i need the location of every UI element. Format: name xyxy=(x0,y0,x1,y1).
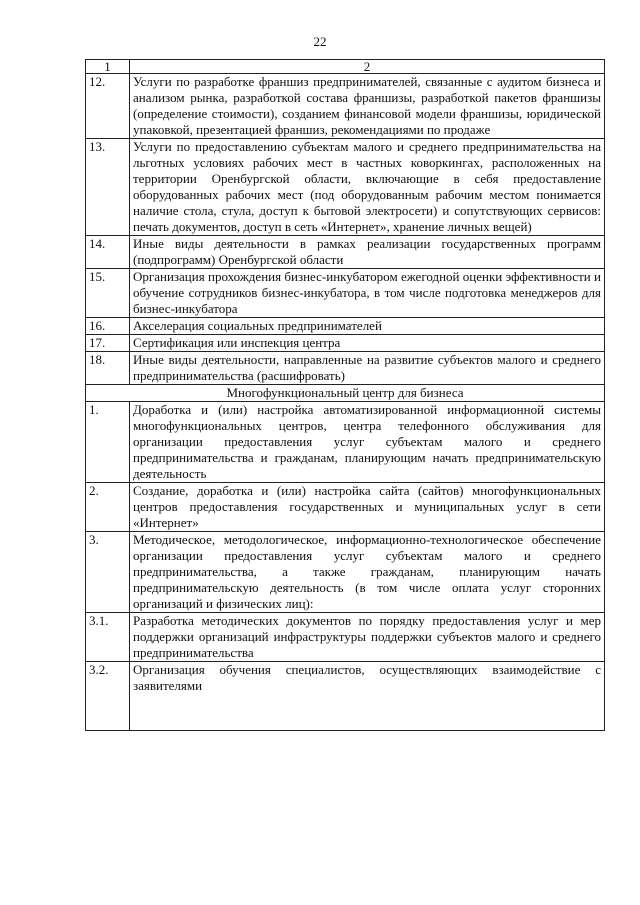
row-text: Создание, доработка и (или) настройка сайта (сайтов) многофункциональных центров предоставления государственных и муниципальных услуг в сети «Интернет» xyxy=(130,483,605,532)
table-row xyxy=(86,613,605,662)
services-table xyxy=(85,59,605,731)
row-number: 16. xyxy=(86,318,130,335)
header-col-description: 2 xyxy=(130,60,605,74)
table-row xyxy=(86,139,605,236)
row-text: Методическое, методологическое, информационно-технологическое обеспечение организации предоставления услуг субъектам малого и среднего предпринимательства, а также гражданам, планирующим начать предпринимательскую деятельность (в том числе оплата услуг сторонних организаций и физических лиц): xyxy=(130,532,605,613)
row-number: 18. xyxy=(86,352,130,385)
table-row xyxy=(86,352,605,385)
table-row xyxy=(86,335,605,352)
table-row xyxy=(86,483,605,532)
row-text: Иные виды деятельности, направленные на развитие субъектов малого и среднего предпринимательства (расшифровать) xyxy=(130,352,605,385)
row-number: 3. xyxy=(86,532,130,613)
table-row xyxy=(86,662,605,731)
header-col-number: 1 xyxy=(86,60,130,74)
table-row xyxy=(86,532,605,613)
row-number: 17. xyxy=(86,335,130,352)
table-header-row xyxy=(86,60,605,74)
table-row xyxy=(86,318,605,335)
row-number: 13. xyxy=(86,139,130,236)
row-number: 12. xyxy=(86,74,130,139)
row-text: Организация прохождения бизнес-инкубатором ежегодной оценки эффективности и обучение сотрудников бизнес-инкубатора, в том числе подготовка менеджеров для бизнес-инкубатора xyxy=(130,269,605,318)
row-number: 3.1. xyxy=(86,613,130,662)
table-row xyxy=(86,236,605,269)
row-text: Акселерация социальных предпринимателей xyxy=(130,318,605,335)
table-row xyxy=(86,74,605,139)
row-text: Сертификация или инспекция центра xyxy=(130,335,605,352)
row-number: 15. xyxy=(86,269,130,318)
row-text: Иные виды деятельности в рамках реализации государственных программ (подпрограмм) Оренбургской области xyxy=(130,236,605,269)
row-text: Услуги по предоставлению субъектам малого и среднего предпринимательства на льготных условиях рабочих мест в частных коворкингах, расположенных на территории Оренбургской области, включающие в себя предоставление оборудованных рабочих мест (под оборудованным рабочим местом понимается наличие стола, стула, доступ к бытовой электросети) и сопутствующих сервисов: печать документов, доступ в сеть «Интернет», хранение личных вещей) xyxy=(130,139,605,236)
row-text: Доработка и (или) настройка автоматизированной информационной системы многофункциональных центров, центра телефонного обслуживания для организации предоставления услуг субъектам малого и среднего предпринимательства и гражданам, планирующим начать предпринимательскую деятельность xyxy=(130,402,605,483)
row-number: 1. xyxy=(86,402,130,483)
row-number: 14. xyxy=(86,236,130,269)
section-heading-row xyxy=(86,385,605,402)
table-row xyxy=(86,402,605,483)
row-number: 2. xyxy=(86,483,130,532)
row-text: Организация обучения специалистов, осуществляющих взаимодействие с заявителями xyxy=(130,662,605,731)
section-title: Многофункциональный центр для бизнеса xyxy=(86,385,605,402)
row-number: 3.2. xyxy=(86,662,130,731)
row-text: Разработка методических документов по порядку предоставления услуг и мер поддержки организаций инфраструктуры поддержки субъектов малого и среднего предпринимательства xyxy=(130,613,605,662)
page-number: 22 xyxy=(313,34,327,49)
row-text: Услуги по разработке франшиз предпринимателей, связанные с аудитом бизнеса и анализом рынка, разработкой состава франшизы, разработкой пакетов франшизы (определение стоимости), созданием финансовой модели франшизы, юридической упаковкой, презентацией франшиз, рекомендациями по продаже xyxy=(130,74,605,139)
table-row xyxy=(86,269,605,318)
